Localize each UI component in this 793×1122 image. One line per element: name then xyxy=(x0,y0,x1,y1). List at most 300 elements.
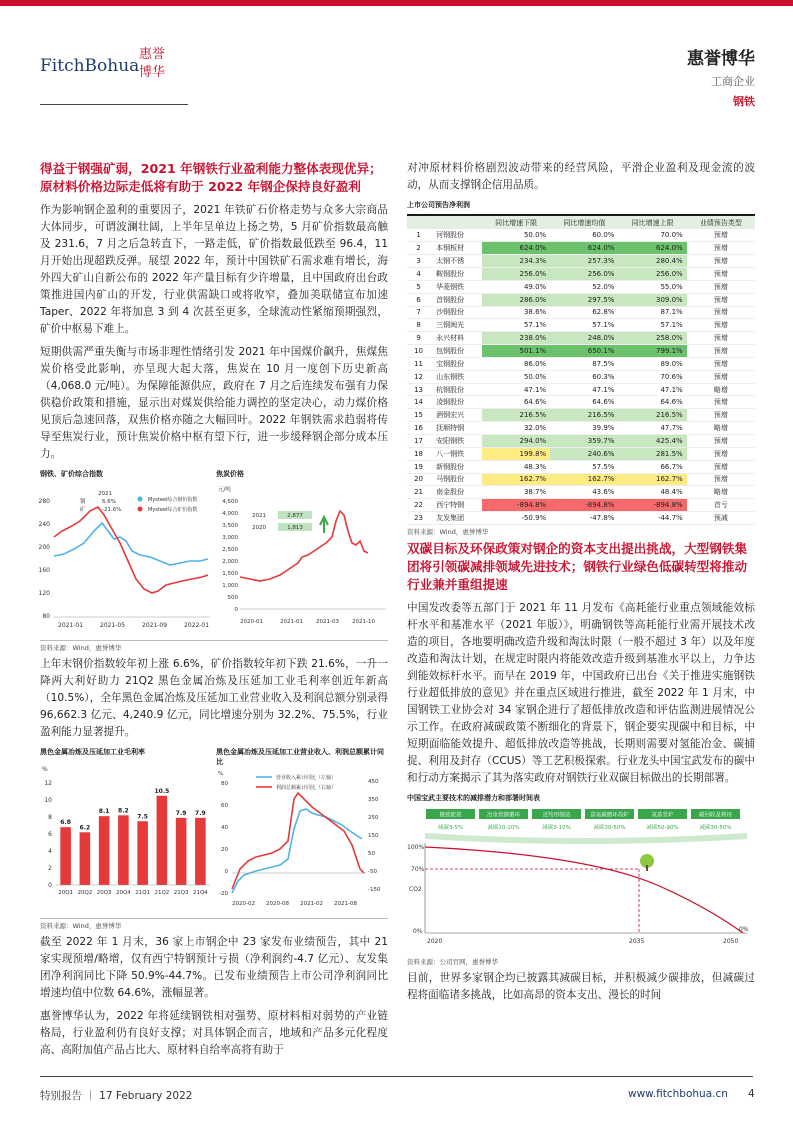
margin-bar xyxy=(99,816,110,885)
table-cell: 199.8% xyxy=(482,447,550,460)
table-cell: 162.7% xyxy=(618,473,686,486)
table-cell: 沙钢股份 xyxy=(436,308,465,317)
y-label: CO2 xyxy=(409,885,422,893)
table-cell: 17 xyxy=(414,436,423,445)
table-cell: 4 xyxy=(416,269,421,278)
bar-value-label: 7.9 xyxy=(175,809,187,817)
y-tick: 3,000 xyxy=(222,535,238,541)
margin-bar xyxy=(195,818,206,885)
table-cell: 包钢股份 xyxy=(436,347,465,356)
legend-year: 2020 xyxy=(252,525,266,531)
table-row xyxy=(407,409,755,422)
table-row xyxy=(407,499,755,512)
table-cell: 86.0% xyxy=(523,359,547,368)
footer-website-link[interactable]: www.fitchbohua.cn xyxy=(628,1088,728,1100)
y-tick: 2 xyxy=(48,865,52,872)
table-cell: 32.0% xyxy=(523,424,547,433)
table-cell: 11 xyxy=(414,359,423,368)
table-cell: 酒钢宏兴 xyxy=(436,411,465,420)
table-cell: 杭钢股份 xyxy=(436,385,465,394)
table-cell: 预增 xyxy=(713,372,728,381)
chart-row-prices xyxy=(40,469,388,641)
table-cell: 50.0% xyxy=(523,372,547,381)
x-tick: 20Q2 xyxy=(77,890,93,896)
x-label: 2035 xyxy=(629,937,645,945)
y-tick: 12 xyxy=(44,780,52,787)
table-cell: 抚顺特钢 xyxy=(436,424,465,433)
up-arrow-icon xyxy=(320,517,328,533)
company-name: 惠誉博华 xyxy=(687,49,755,69)
table-cell: 12 xyxy=(414,372,423,381)
table-cell: 47.1% xyxy=(660,385,683,394)
table-cell: 216.5% xyxy=(550,409,618,422)
diagram-source: 资料来源：公司官网，惠誉博华 xyxy=(407,957,498,966)
y-tick: 4 xyxy=(48,848,52,855)
table-cell: 预增 xyxy=(713,347,728,356)
legend-label: 钢 xyxy=(80,499,86,505)
y-tick: 0 xyxy=(234,607,238,613)
table-cell: -894.8% xyxy=(618,499,686,512)
table-cell: 49.0% xyxy=(523,282,547,291)
table-cell: 248.0% xyxy=(550,332,618,345)
table-cell: 43.6% xyxy=(592,488,615,497)
footer-rule xyxy=(40,1076,753,1077)
table-cell: 55.0% xyxy=(660,282,683,291)
table-cell: 48.4% xyxy=(660,488,683,497)
x-tick: 2022-01 xyxy=(184,622,210,629)
bar-value-label: 6.8 xyxy=(60,819,71,827)
profit-forecast-table xyxy=(407,214,755,525)
table-cell: 18 xyxy=(414,449,423,458)
table-cell: 山东钢铁 xyxy=(436,372,465,381)
y-left-tick: 60 xyxy=(221,803,228,809)
table-header xyxy=(430,215,482,229)
table-cell: 89.0% xyxy=(660,359,683,368)
table-cell: 256.0% xyxy=(550,268,618,281)
chart-steel-ore-index xyxy=(40,469,212,640)
steel-ore-svg xyxy=(40,481,212,631)
table-cell: 38.6% xyxy=(523,308,547,317)
paragraph-global: 目前，世界多家钢企均已披露其减碳目标，并积极减少碳排放，但减碳过程将面临诸多挑战，比如高昂的资本支出、漫长的时间 xyxy=(407,971,755,1001)
gross-margin-svg xyxy=(40,759,212,909)
chart-gross-margin xyxy=(40,747,212,918)
legend-swatch-steel xyxy=(138,497,143,502)
y-tick: 240 xyxy=(38,521,50,528)
table-cell: 预增 xyxy=(713,321,728,330)
table-cell: 本钢板材 xyxy=(436,244,465,253)
legend-value: -21.6% xyxy=(102,507,122,513)
bar-value-label: 10.5 xyxy=(154,787,170,795)
table-cell: 257.3% xyxy=(550,255,618,268)
table-cell: 安阳钢铁 xyxy=(436,436,465,445)
stage-label: 近终形制造 xyxy=(542,812,571,819)
table-cell: 8 xyxy=(416,321,421,330)
margin-bar xyxy=(157,796,168,885)
table-row xyxy=(407,306,755,319)
x-tick: 2021-01 xyxy=(280,619,303,625)
carbon-roadmap-diagram xyxy=(407,807,755,955)
table-cell: 预增 xyxy=(713,295,728,304)
table-cell: 三钢闽光 xyxy=(436,321,465,330)
legend-series: Mysteel综合钢价指数 xyxy=(148,497,198,503)
stage-label: 氢基竖炉 xyxy=(651,812,674,819)
table-header: 同比增速下限 xyxy=(482,215,550,229)
table-cell: 624.0% xyxy=(482,242,550,255)
table-row xyxy=(407,422,755,435)
table-cell: 首亏 xyxy=(713,501,728,510)
top-accent-bar xyxy=(0,0,793,6)
x-tick: 2021-02 xyxy=(300,901,323,907)
table-cell: 20 xyxy=(414,475,423,484)
y-right-tick: -50 xyxy=(368,869,377,875)
table-cell: 预增 xyxy=(713,359,728,368)
steel-index-line xyxy=(54,523,208,565)
stage-reduction: 减碳3-5% xyxy=(437,824,464,831)
table-cell: 河钢股份 xyxy=(436,231,465,240)
x-tick: 2020-01 xyxy=(240,619,263,625)
table-row xyxy=(407,460,755,473)
table-cell: 256.0% xyxy=(618,268,686,281)
table-cell: 57.5% xyxy=(592,462,615,471)
table-cell: 57.1% xyxy=(592,321,615,330)
table-row xyxy=(407,435,755,448)
x-tick: 21Q2 xyxy=(154,890,170,896)
table-row xyxy=(407,396,755,409)
y-tick: 10 xyxy=(44,797,52,804)
table-cell: 52.0% xyxy=(592,282,615,291)
y-tick: 2,500 xyxy=(222,547,238,553)
table-row xyxy=(407,357,755,370)
report-category: 工商企业 xyxy=(711,75,755,88)
margin-bar xyxy=(137,821,148,885)
table-cell: 87.1% xyxy=(660,308,683,317)
table-cell: 19 xyxy=(414,462,423,471)
x-tick: 2021-08 xyxy=(334,901,357,907)
unit-label: % xyxy=(218,771,224,777)
x-tick: 21Q4 xyxy=(192,890,208,896)
table-cell: 87.5% xyxy=(592,359,615,368)
table-cell: 西宁特钢 xyxy=(436,501,465,510)
table-cell: 永兴材料 xyxy=(436,334,465,343)
table-row xyxy=(407,345,755,358)
coke-price-line xyxy=(240,511,368,581)
table-cell: 47.1% xyxy=(523,385,547,394)
table-row xyxy=(407,486,755,499)
table-cell: 略增 xyxy=(713,424,728,433)
legend-value: 1,813 xyxy=(287,525,303,531)
table-row xyxy=(407,447,755,460)
table-cell: 13 xyxy=(414,385,423,394)
bar-value-label: 7.9 xyxy=(195,809,206,817)
table-cell: 50.0% xyxy=(523,231,547,240)
profit-line xyxy=(232,793,364,889)
table-cell: 799.1% xyxy=(618,345,686,358)
table-cell: 64.6% xyxy=(592,398,615,407)
table-cell: 359.7% xyxy=(550,435,618,448)
legend-value: 6.6% xyxy=(102,499,116,505)
section-heading-profit: 得益于钢强矿弱，2021 年钢铁行业盈利能力整体表现优异；原材料价格边际走低将有助于 2022 年钢企保持良好盈利 xyxy=(40,161,382,194)
coke-price-svg xyxy=(216,481,388,631)
table-cell: 华菱钢铁 xyxy=(436,282,465,291)
emission-curve xyxy=(425,847,743,933)
stage-reduction: 减碳10-20% xyxy=(487,824,520,831)
table-header: 同比增速均值 xyxy=(550,215,618,229)
paragraph-forecasts: 截至 2022 年 1 月末，36 家上市钢企中 23 家发布业绩预告，其中 21 家实现预增/略增，仅有西宁特钢预计亏损（净利润约-4.7 亿元）、友发集团净利润同比下降 50.9%-44.7%。已发布业绩预告上市公司净利润同比增速均值中位数 64.6%，涨幅显著。 xyxy=(40,936,388,999)
table-cell: 14 xyxy=(414,398,423,407)
x-tick: 2021-03 xyxy=(316,619,339,625)
legend-swatch-ore xyxy=(138,507,143,512)
table-cell: 240.6% xyxy=(550,447,618,460)
x-tick: 2021-05 xyxy=(100,622,126,629)
table-row xyxy=(407,332,755,345)
table-cell: 宝钢股份 xyxy=(436,359,465,368)
y-tick: 1,500 xyxy=(222,571,238,577)
table-cell: 预增 xyxy=(713,449,728,458)
stage-label: 极致能效 xyxy=(439,812,462,819)
stage-arc-band xyxy=(425,833,747,844)
table-cell: 258.0% xyxy=(618,332,686,345)
y-tick: 80 xyxy=(42,613,50,620)
y-right-tick: 150 xyxy=(368,833,379,839)
margin-bar xyxy=(60,827,71,885)
bar-value-label: 6.2 xyxy=(79,824,91,832)
margin-bar xyxy=(80,832,91,885)
y-tick: 120 xyxy=(38,590,50,597)
curve-end-label: 0% xyxy=(739,925,749,933)
table-cell: 47.7% xyxy=(660,424,683,433)
table-cell: 鞍钢股份 xyxy=(436,269,465,278)
stage-label: 富氢碳循环高炉 xyxy=(590,812,629,819)
table-cell: 3 xyxy=(416,257,421,266)
table-cell: 280.4% xyxy=(618,255,686,268)
legend-value: 2,877 xyxy=(287,513,303,519)
chart-title: 黑色金属冶炼及压延加工业毛利率 xyxy=(40,748,145,756)
y-right-tick: 350 xyxy=(368,797,379,803)
y-tick: 500 xyxy=(227,595,238,601)
table-cell: 286.0% xyxy=(482,293,550,306)
table-cell: 216.5% xyxy=(482,409,550,422)
bar-value-label: 7.5 xyxy=(137,813,148,821)
table-cell: 294.0% xyxy=(482,435,550,448)
table-cell: 预增 xyxy=(713,334,728,343)
legend-series: 利润总额累计同比（右轴） xyxy=(276,785,337,791)
paragraph-margin: 上年末钢价指数较年初上涨 6.6%，矿价指数较年初下跌 21.6%，一升一降两大利好助力 21Q2 黑色金属冶炼及压延加工业毛利率创近年新高（10.5%），全年黑色金属冶炼及压延加工业营业收入及利润总额分别录得 96,662.3 亿元、4,240.9 亿元，同比增速分别为 32.2%、75.5%，行业盈利能力显著提升。 xyxy=(40,658,388,738)
revenue-line xyxy=(232,809,362,893)
table-cell: 5 xyxy=(416,282,421,291)
y-tick: 160 xyxy=(38,567,50,574)
legend-series: 营业收入累计同比（左轴） xyxy=(276,775,337,781)
paragraph-outlook: 惠誉博华认为，2022 年将延续钢铁相对强势、原材料相对弱势的产业链格局，行业盈利仍有良好支撑；对具体钢企而言，地域和产品多元化程度高、高附加值产品占比大、原材料自给率高将有助于 xyxy=(40,1010,388,1056)
x-tick: 2021-01 xyxy=(58,622,84,629)
table-cell: 57.1% xyxy=(523,321,547,330)
table-cell: 281.5% xyxy=(618,447,686,460)
table-cell: 略增 xyxy=(713,488,728,497)
table-cell: 70.0% xyxy=(660,231,683,240)
x-tick: 21Q3 xyxy=(173,890,189,896)
table-cell: 22 xyxy=(414,501,423,510)
table-row xyxy=(407,473,755,486)
stage-reduction: 减碳3-10% xyxy=(542,824,571,831)
table-cell: 八一钢铁 xyxy=(436,449,465,458)
table-row xyxy=(407,319,755,332)
table-cell: 预增 xyxy=(713,462,728,471)
x-tick: 20Q1 xyxy=(58,890,74,896)
footer-report-date: 特别报告 ｜ 17 February 2022 xyxy=(40,1090,193,1102)
table-cell: 16 xyxy=(414,424,423,433)
y-right-tick: 50 xyxy=(368,851,375,857)
table-cell: 南金股份 xyxy=(436,488,465,497)
table-header: 业绩预告类型 xyxy=(687,215,755,229)
table-cell: 47.1% xyxy=(592,385,615,394)
table-cell: 2 xyxy=(416,244,421,253)
chart-title: 焦炭价格 xyxy=(216,470,244,478)
chart-row-industry xyxy=(40,747,388,919)
y-tick: 4,500 xyxy=(222,499,238,505)
right-column xyxy=(407,160,755,1010)
y-left-tick: 20 xyxy=(221,847,228,853)
table-cell: 162.7% xyxy=(482,473,550,486)
legend-series: Mysteel综合矿价指数 xyxy=(148,507,198,513)
chart-title: 钢铁、矿价综合指数 xyxy=(40,470,103,478)
table-header-row xyxy=(407,215,755,229)
table-cell: 624.0% xyxy=(618,242,686,255)
x-tick: 2021-10 xyxy=(352,619,375,625)
y-right-tick: 250 xyxy=(368,815,379,821)
bar-value-label: 8.2 xyxy=(118,807,129,815)
table-cell: 6 xyxy=(416,295,421,304)
table-cell: 425.4% xyxy=(618,435,686,448)
table-cell: 预增 xyxy=(713,244,728,253)
table-cell: 预增 xyxy=(713,475,728,484)
x-tick: 21Q1 xyxy=(135,890,151,896)
table-cell: -894.8% xyxy=(482,499,550,512)
y-tick: 4,000 xyxy=(222,511,238,517)
legend-year: 2021 xyxy=(98,491,112,497)
table-cell: 太钢不锈 xyxy=(436,257,465,266)
table-row xyxy=(407,383,755,396)
unit-label: 元/吨 xyxy=(218,487,231,493)
table-cell: 9 xyxy=(416,334,421,343)
y-tick: 2,000 xyxy=(222,559,238,565)
table-cell: 38.7% xyxy=(523,488,547,497)
legend-label: 矿 xyxy=(80,507,86,513)
table-cell: 预增 xyxy=(713,308,728,317)
table-row xyxy=(407,242,755,255)
logo-seal: 惠誉 博华 xyxy=(138,47,165,80)
margin-bar xyxy=(176,818,187,885)
table-cell: 162.7% xyxy=(550,473,618,486)
table-cell: 预增 xyxy=(713,257,728,266)
y-tick: 8 xyxy=(48,814,52,821)
logo-underline xyxy=(40,104,188,105)
table-row xyxy=(407,370,755,383)
bar-value-label: 8.1 xyxy=(98,808,110,816)
chart-revenue-profit xyxy=(216,747,388,918)
unit-label: % xyxy=(42,766,48,773)
table-cell: 62.8% xyxy=(592,308,615,317)
table-cell: 15 xyxy=(414,411,423,420)
table-cell: 预增 xyxy=(713,282,728,291)
table-cell: 297.5% xyxy=(550,293,618,306)
chart-title: 黑色金属冶炼及压延加工业营业收入、利润总额累计同比 xyxy=(216,748,384,766)
y-tick: 3,500 xyxy=(222,523,238,529)
y-tick: 6 xyxy=(48,831,52,838)
y-tick: 0 xyxy=(48,882,52,889)
y-label: 0% xyxy=(413,927,423,935)
table-cell: 1 xyxy=(416,231,421,240)
y-tick: 1,000 xyxy=(222,583,238,589)
table-cell: 234.3% xyxy=(482,255,550,268)
table-cell: 预增 xyxy=(713,269,728,278)
table-cell: 309.0% xyxy=(618,293,686,306)
table-cell: -894.8% xyxy=(550,499,618,512)
table-cell: 48.3% xyxy=(523,462,547,471)
table-cell: 501.1% xyxy=(482,345,550,358)
stage-reduction: 减碳30-50% xyxy=(699,824,732,831)
table-cell: 预增 xyxy=(713,436,728,445)
table-cell: 238.0% xyxy=(482,332,550,345)
table-cell: 216.5% xyxy=(618,409,686,422)
margin-bar xyxy=(118,815,129,885)
table-cell: 预增 xyxy=(713,398,728,407)
table-cell: 预减 xyxy=(713,513,728,522)
table-cell: 首钢股份 xyxy=(436,295,465,304)
table-cell: 39.9% xyxy=(592,424,615,433)
table-row xyxy=(407,512,755,525)
chart-source: 资料来源：Wind，惠誉博华 xyxy=(40,644,122,652)
y-right-tick: 450 xyxy=(368,779,379,785)
table-cell: 624.0% xyxy=(550,242,618,255)
table-title: 上市公司预告净利润 xyxy=(407,201,470,209)
y-left-tick: 40 xyxy=(221,825,228,831)
chart-source: 资料来源：Wind，惠誉博华 xyxy=(40,922,122,930)
table-row xyxy=(407,268,755,281)
chart-coke-price xyxy=(216,469,388,640)
table-cell: 66.7% xyxy=(660,462,683,471)
paragraph-coke: 短期供需严重失衡与市场非理性情绪引发 2021 年中国煤价飙升，焦煤焦炭价格受此影响，亦呈现大起大落，焦炭在 10 月一度创下历史新高（4,068.0 元/吨）。为保障能源供应，政府在 7 月之后连续发布强有力保供稳价政策和措施，显示出对煤炭供给能力调控的坚定决心，动力煤价格见顶后急速回落，双焦价格亦随之大幅回叶。2022 年钢铁需求趋弱将传导至焦炭行业，预计焦炭价格中枢有望下行，进一步缓释钢企部分成本压力。 xyxy=(40,346,388,460)
table-row xyxy=(407,229,755,242)
table-cell: -50.9% xyxy=(521,513,547,522)
header-brand xyxy=(687,44,755,109)
table-cell: 凌钢股份 xyxy=(436,398,465,407)
x-label: 2050 xyxy=(723,937,739,945)
paragraph-carbon-policy: 中国发改委等五部门于 2021 年 11 月发布《高耗能行业重点领域能效标杆水平和基准水平（2021 年版）》，明确钢铁等高耗能行业需开展技术改造的项目，各地要明确改造升级和淘汰时限（一般不超过 3 年）以及年度改造和淘汰计划，在规定时限内将能效改造升级到基准水平以上，力争达到能效标杆水平。而早在 2019 年，中国政府已出台《关于推进实施钢铁行业超低排放的意见》并在重点区域进行推进，截至 2022 年 1 月末，中国钢铁工业协会对 34 家钢企进行了超低排放改造和评估监测进展情况公示工作。在政府减碳政策不断细化的背景下，钢企要实现碳中和目标，中短期面临能效提升、超低排放改造等挑战，长期则需要对氢能冶金、碳捕捉、利用及封存（CCUS）等工艺积极探索。行业龙头中国宝武发布的碳中和行动方案揭示了其为落实政府对钢铁行业双碳目标做出的长期部署。 xyxy=(407,601,755,784)
x-tick: 20Q4 xyxy=(115,890,131,896)
table-row xyxy=(407,255,755,268)
table-cell: 256.0% xyxy=(482,268,550,281)
x-tick: 20Q3 xyxy=(96,890,112,896)
table-cell: -44.7% xyxy=(657,513,683,522)
y-label: 70% xyxy=(411,865,425,873)
y-left-tick: -20 xyxy=(219,891,228,897)
table-cell: 略增 xyxy=(713,385,728,394)
revenue-profit-svg xyxy=(216,769,388,919)
stage-reduction: 减碳50-90% xyxy=(646,824,679,831)
table-cell: 64.6% xyxy=(660,398,683,407)
table-cell: 友发集团 xyxy=(436,513,465,522)
table-cell: 新钢股份 xyxy=(436,462,465,471)
table-cell: 70.6% xyxy=(660,372,683,381)
diagram-title: 中国宝武主要技术的减排潜力和部署时间表 xyxy=(407,793,540,802)
carbon-roadmap-svg xyxy=(407,807,755,947)
table-row xyxy=(407,280,755,293)
table-cell: -47.8% xyxy=(589,513,615,522)
legend-year: 2021 xyxy=(252,513,266,519)
y-left-tick: 80 xyxy=(221,781,228,787)
section-heading-carbon: 双碳目标及环保政策对钢企的资本支出提出挑战，大型钢铁集团将引领碳减排领域先进技术；钢铁行业绿色低碳转型将推动行业兼并重组提速 xyxy=(407,540,748,592)
table-cell: 马钢股份 xyxy=(436,475,465,484)
table-cell: 预增 xyxy=(713,411,728,420)
